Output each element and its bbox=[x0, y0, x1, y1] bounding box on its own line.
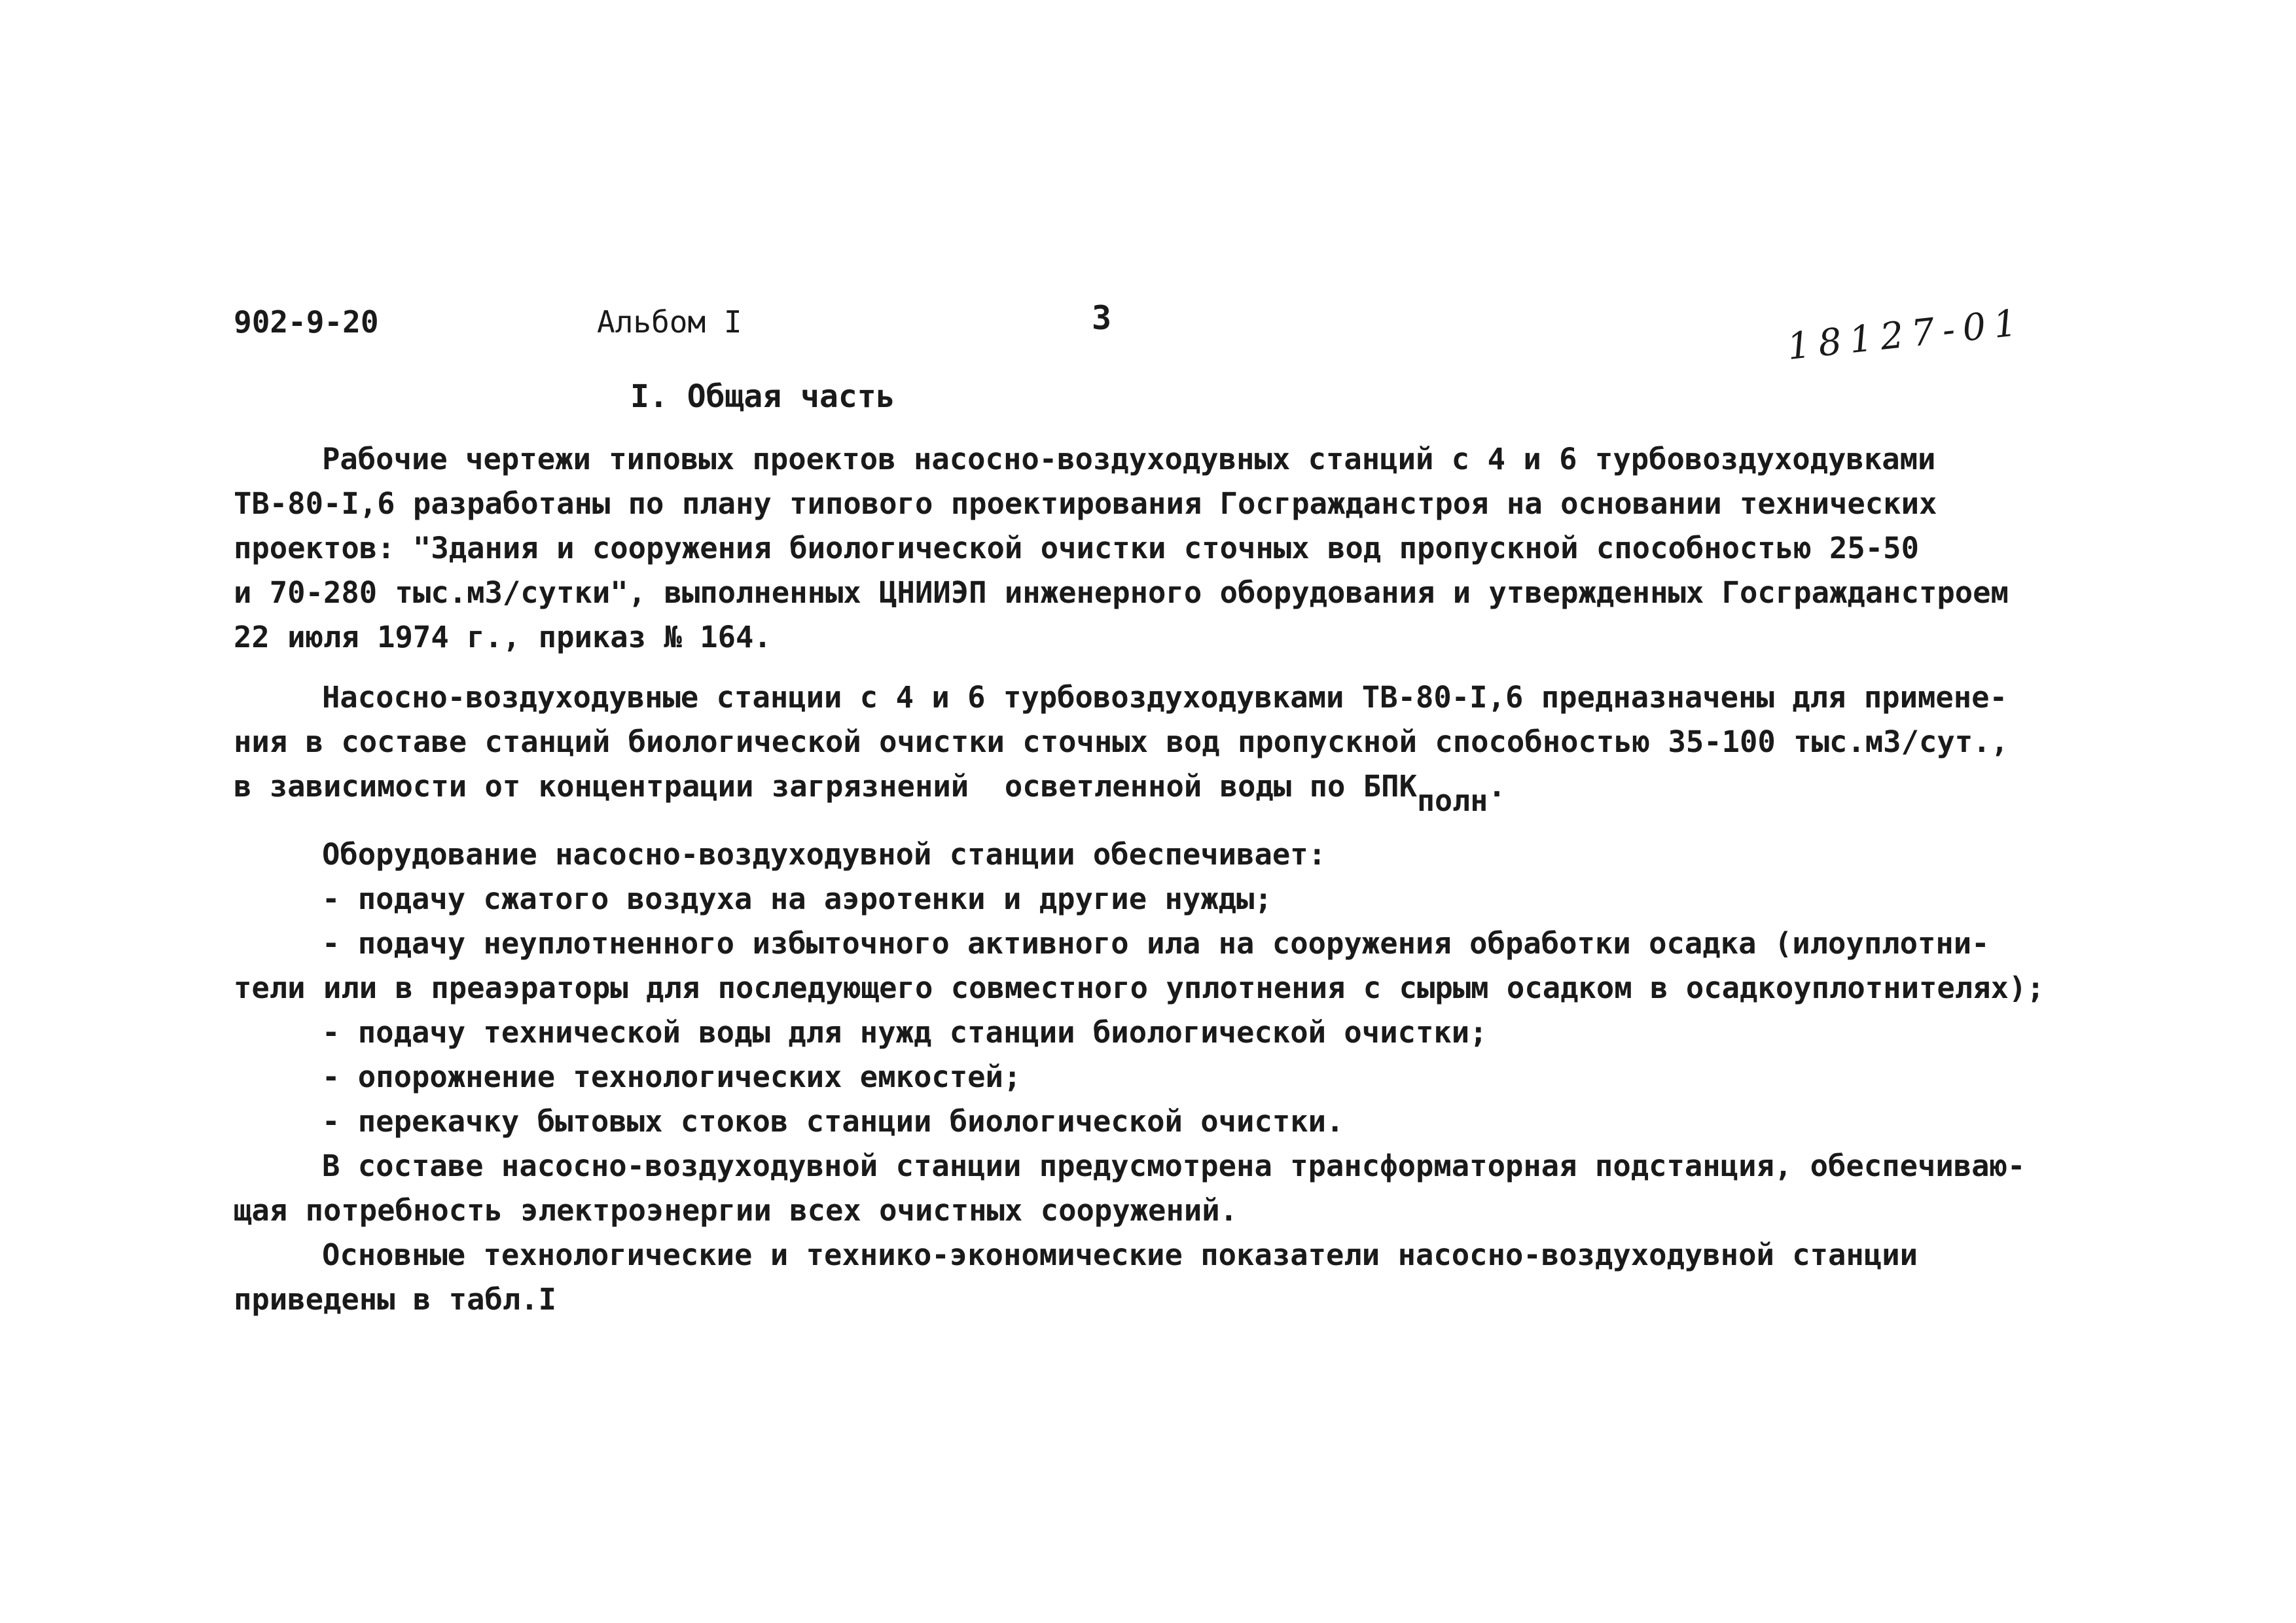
handwritten-archive-number: 18127-01 bbox=[1785, 301, 2027, 368]
list-item: - подачу неуплотненного избыточного активного ила на сооружения обработки осадка (илоуплотни- bbox=[322, 926, 1990, 961]
list-item: - опорожнение технологических емкостей; bbox=[322, 1060, 1022, 1094]
paragraph-3 bbox=[234, 832, 2099, 1144]
list-item: - подачу сжатого воздуха на аэротенки и другие нужды; bbox=[322, 882, 1272, 916]
paragraph-line: В составе насосно-воздуходувной станции предусмотрена трансформаторная подстанция, обеспечиваю- bbox=[322, 1149, 2026, 1183]
body-text bbox=[234, 437, 2099, 1322]
paragraph-line: 22 июля 1974 г., приказ № 164. bbox=[234, 620, 772, 654]
paragraph-line-with-subscript bbox=[234, 764, 2099, 818]
paragraph-line: Основные технологические и технико-экономические показатели насосно-воздуходувной станции bbox=[322, 1238, 1918, 1272]
list-item: - подачу технической воды для нужд станции биологической очистки; bbox=[322, 1015, 1488, 1050]
paragraph-line: ТВ-80-I,6 разработаны по плану типового проектирования Госгражданстроя на основании технических bbox=[234, 486, 1937, 521]
spacer bbox=[234, 660, 2099, 675]
paragraph-line: Насосно-воздуходувные станции с 4 и 6 турбовоздуходувками ТВ-80-I,6 предназначены для примене- bbox=[322, 680, 2007, 715]
paragraph-5 bbox=[234, 1233, 2099, 1322]
paragraph-line: щая потребность электроэнергии всех очистных сооружений. bbox=[234, 1193, 1238, 1228]
paragraph-1 bbox=[234, 437, 2099, 660]
paragraph-line-text: в зависимости от концентрации загрязнений осветленной воды по БПК bbox=[234, 769, 1417, 804]
document-code: 902-9-20 bbox=[234, 304, 379, 340]
paragraph-4 bbox=[234, 1144, 2099, 1233]
paragraph-line: Рабочие чертежи типовых проектов насосно-воздуходувных станций с 4 и 6 турбовоздуходувками bbox=[322, 442, 1936, 476]
page-number: 3 bbox=[1092, 299, 1112, 337]
paragraph-2 bbox=[234, 675, 2099, 818]
paragraph-line: ния в составе станций биологической очистки сточных вод пропускной способностью 35-100 тыс.м3/сут., bbox=[234, 724, 2009, 759]
album-label: Альбом I bbox=[597, 304, 742, 340]
paragraph-line: проектов: "Здания и сооружения биологической очистки сточных вод пропускной способностью 25-50 bbox=[234, 531, 1919, 565]
paragraph-line: приведены в табл.I bbox=[234, 1282, 557, 1317]
list-intro: Оборудование насосно-воздуходувной станции обеспечивает: bbox=[322, 837, 1327, 872]
spacer bbox=[234, 809, 2099, 832]
list-item: - перекачку бытовых стоков станции биологической очистки. bbox=[322, 1104, 1344, 1139]
bpk-subscript: полн bbox=[1416, 783, 1488, 818]
list-item-continuation: тели или в преаэраторы для последующего совместного уплотнения с сырым осадком в осадкоуплотнителях); bbox=[234, 971, 2045, 1005]
paragraph-line: и 70-280 тыс.м3/сутки", выполненных ЦНИИЭП инженерного оборудования и утвержденных Госгражданстроем bbox=[234, 575, 2009, 610]
paragraph-line-end: . bbox=[1488, 769, 1506, 804]
section-title: I. Общая часть bbox=[630, 378, 895, 415]
